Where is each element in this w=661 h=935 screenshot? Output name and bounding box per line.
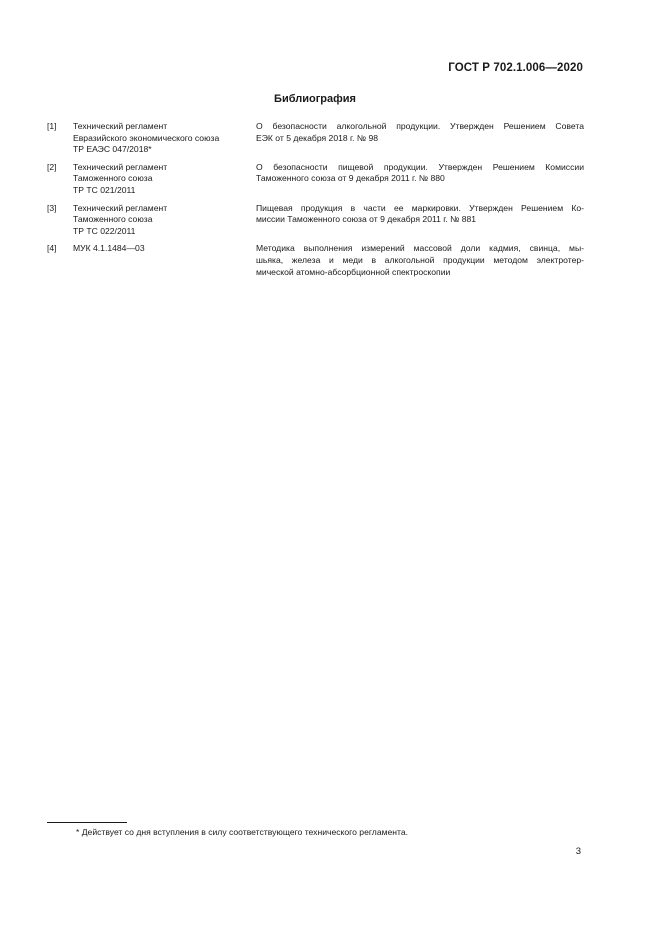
entry-document xyxy=(73,243,256,278)
entry-document xyxy=(73,162,256,197)
entry-description xyxy=(256,121,584,156)
entry-description-line: миссии Таможенного союза от 9 декабря 2011 г. № 881 xyxy=(256,214,477,225)
entry-document-line: Технический регламент xyxy=(73,202,168,213)
document-code: ГОСТ Р 702.1.006—2020 xyxy=(448,62,583,74)
entry-description-line: Методика выполнения измерений массовой доли кадмия, свинца, мы- xyxy=(256,243,584,254)
bibliography-list xyxy=(47,121,584,284)
entry-description xyxy=(256,162,584,197)
entry-description-line: ЕЭК от 5 декабря 2018 г. № 98 xyxy=(256,132,379,143)
entry-document-line: МУК 4.1.1484—03 xyxy=(73,243,145,254)
entry-document-line: ТР ТС 022/2011 xyxy=(73,225,136,236)
bibliography-entry xyxy=(47,162,584,197)
entry-description-line: О безопасности пищевой продукции. Утвержден Решением Комиссии xyxy=(256,161,584,172)
entry-description xyxy=(256,203,584,238)
entry-number: [3] xyxy=(47,202,57,213)
bibliography-title: Библиография xyxy=(274,93,356,105)
entry-description-line: шьяка, железа и меди в алкогольной продукции методом электротер- xyxy=(256,254,584,265)
footnote-separator xyxy=(47,822,127,823)
entry-document-line: Технический регламент xyxy=(73,121,168,131)
entry-document xyxy=(73,121,256,156)
entry-document-line: Евразийского экономического союза xyxy=(73,132,220,143)
footnote: * Действует со дня вступления в силу соответствующего технического регламента. xyxy=(76,827,409,837)
entry-document-line: ТР ЕАЭС 047/2018* xyxy=(73,144,152,155)
entry-number: [1] xyxy=(47,121,57,131)
entry-document-line: Таможенного союза xyxy=(73,214,153,225)
page-number: 3 xyxy=(575,846,581,857)
entry-description-line: О безопасности алкогольной продукции. Утвержден Решением Совета xyxy=(256,121,584,131)
bibliography-entry xyxy=(47,121,584,156)
entry-document-line: Технический регламент xyxy=(73,161,168,172)
entry-number: [4] xyxy=(47,243,57,254)
bibliography-entry xyxy=(47,243,584,278)
entry-description-line: Пищевая продукция в части ее маркировки. Утвержден Решением Ко- xyxy=(256,202,584,213)
entry-description xyxy=(256,243,584,278)
entry-document-line: ТР ТС 021/2011 xyxy=(73,184,136,195)
entry-document xyxy=(73,203,256,238)
entry-document-line: Таможенного союза xyxy=(73,173,153,184)
bibliography-entry xyxy=(47,203,584,238)
entry-number: [2] xyxy=(47,161,57,172)
entry-description-line: мической атомно-абсорбционной спектроскопии xyxy=(256,266,451,277)
entry-description-line: Таможенного союза от 9 декабря 2011 г. № 880 xyxy=(256,173,445,184)
